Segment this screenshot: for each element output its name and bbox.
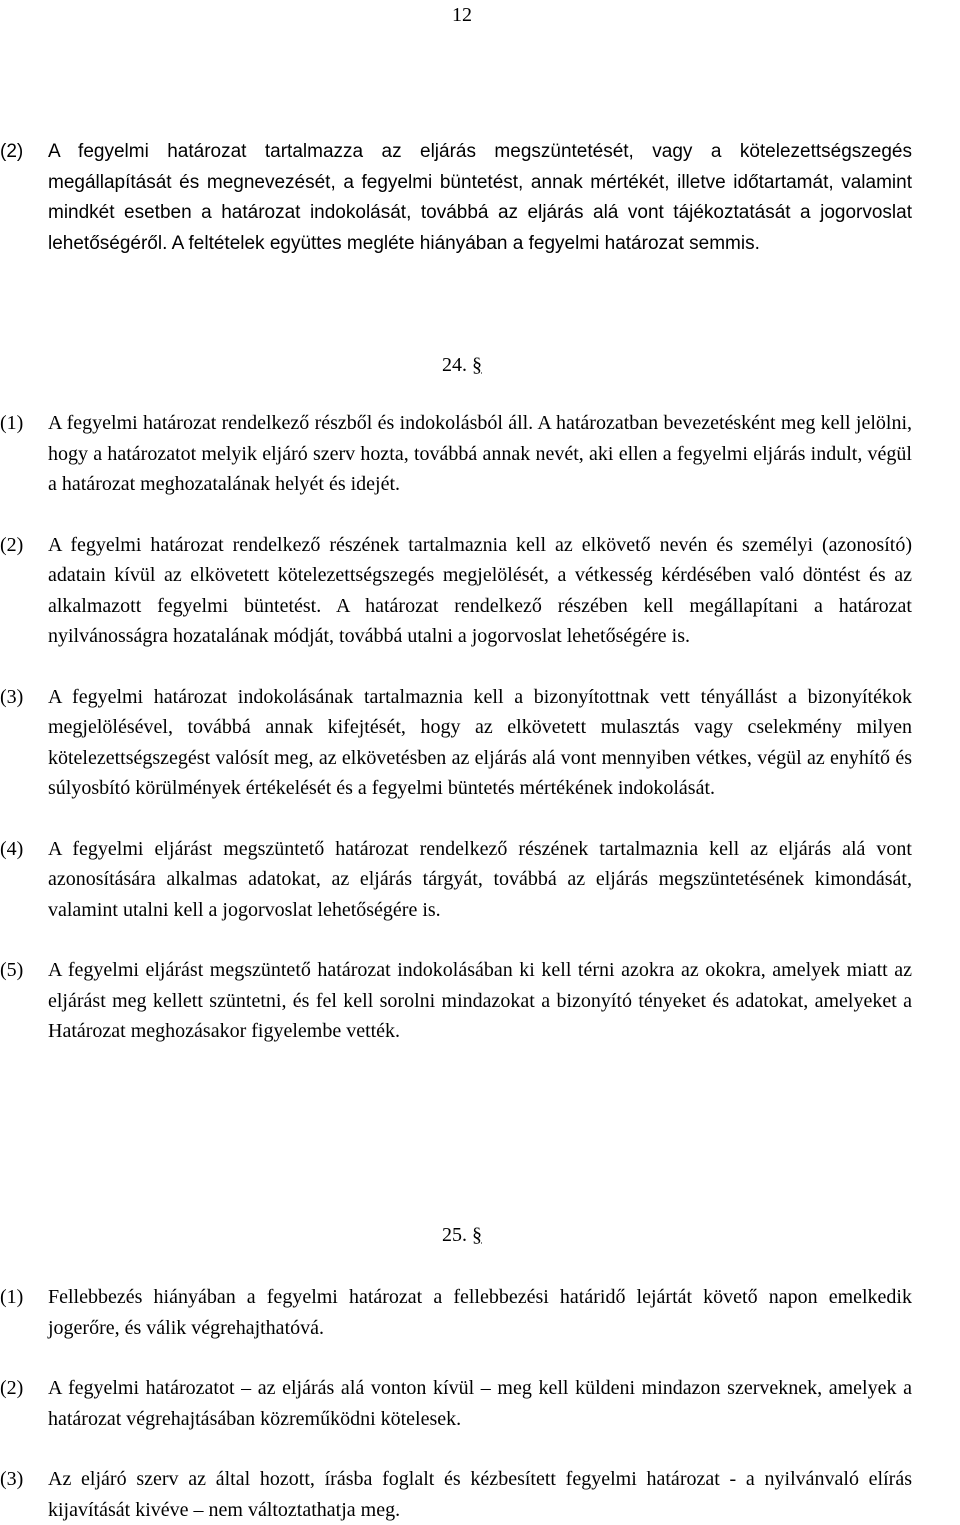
paragraph-1 (0, 1282, 912, 1343)
paragraph-marker: (5) (0, 959, 24, 981)
paragraph-marker: (3) (0, 685, 24, 708)
paragraph-marker: (3) (0, 1468, 24, 1490)
paragraph-2 (0, 137, 912, 259)
paragraph-4 (0, 834, 912, 926)
paragraph-text: A fegyelmi határozatot – az eljárás alá vonton kívül – meg kell küldeni mindazon szerveknek, amelyek a határozat végrehajtásában közreműködni kötelesek. (48, 1377, 912, 1430)
paragraph-2 (0, 1373, 912, 1434)
section-number: 25. (442, 1224, 467, 1246)
paragraph-text: A fegyelmi határozat indokolásának tartalmaznia kell a bizonyítottnak vett tényállást a bizonyítékok megjelölésével, továbbá annak kifejtését, hogy az elkövetett mulasztás vagy cselekmény milyen kötelezettségszegést valósít meg, az elkövetésben az eljárás alá vont mennyiben vétkes, végül az enyhítő és súlyosbító körülmények értékelését és a fegyelmi büntetés mértékének indokolását. (48, 685, 912, 799)
paragraph-marker: (2) (0, 1377, 24, 1399)
paragraph-text: Fellebbezés hiányában a fegyelmi határozat a fellebbezési határidő lejártát követő napon emelkedik jogerőre, és válik végrehajthatóvá. (48, 1286, 912, 1339)
section-number: 24. (442, 354, 467, 376)
section-heading-24 (0, 350, 924, 380)
paragraph-text: A fegyelmi határozat rendelkező részének tartalmaznia kell az elkövető nevén és személyi (azonosító) adatain kívül az elkövetett kötelezettségszegés megjelölését, a vétkesség kérdésében való döntést és az alkalmazott fegyelmi büntetést. A határozat rendelkező részében kell megállapítani a határozat nyilvánosságra hozatalának módját, továbbá utalni a jogorvoslat lehetőségére is. (48, 533, 912, 647)
paragraph-5 (0, 955, 912, 1047)
section-sign: § (472, 354, 482, 376)
paragraph-text: A fegyelmi határozat rendelkező részből és indokolásból áll. A határozatban bevezetésként meg kell jelölni, hogy a határozatot melyik eljáró szerv hozta, továbbá annak nevét, aki ellen a fegyelmi eljárás indult, végül a határozat meghozatalának helyét és idejét. (48, 412, 912, 495)
previous-section (0, 137, 912, 259)
page-number: 12 (452, 4, 472, 26)
section-sign: § (472, 1224, 482, 1246)
paragraph-marker: (1) (0, 412, 24, 434)
paragraph-3 (0, 1464, 912, 1525)
paragraph-marker: (2) (0, 533, 24, 556)
paragraph-marker: (2) (0, 141, 24, 162)
paragraph-marker: (1) (0, 1286, 24, 1308)
paragraph-3 (0, 682, 912, 804)
paragraph-2 (0, 530, 912, 652)
paragraph-text: Az eljáró szerv az által hozott, írásba foglalt és kézbesített fegyelmi határozat - a nyilvánvaló elírás kijavítását kivéve – nem változtathatja meg. (48, 1468, 912, 1521)
paragraph-text: A fegyelmi eljárást megszüntető határozat rendelkező részének tartalmaznia kell az eljárás alá vont azonosítására alkalmas adatokat, az eljárás tárgyát, továbbá az eljárás megszüntetésének kimondását, valamint utalni kell a jogorvoslat lehetőségére is. (48, 837, 912, 921)
section-24-body (0, 408, 912, 1047)
section-25-body (0, 1282, 912, 1525)
paragraph-text: A fegyelmi határozat tartalmazza az eljárás megszüntetését, vagy a kötelezettségszegés megállapítását és megnevezését, a fegyelmi büntetést, annak mértékét, illetve időtartamát, valamint mindkét esetben a határozat indokolását, továbbá az eljárás alá vont tájékoztatását a jogorvoslat lehetőségéről. A feltételek együttes megléte hiányában a fegyelmi határozat semmis. (48, 141, 912, 254)
paragraph-1 (0, 408, 912, 500)
paragraph-marker: (4) (0, 837, 24, 860)
paragraph-text: A fegyelmi eljárást megszüntető határozat indokolásában ki kell térni azokra az okokra, amelyek miatt az eljárást meg kellett szüntetni, és fel kell sorolni mindazokat a bizonyító tényeket és adatokat, amelyeket a Határozat meghozásakor figyelembe vették. (48, 959, 912, 1042)
section-heading-25 (0, 1220, 924, 1250)
